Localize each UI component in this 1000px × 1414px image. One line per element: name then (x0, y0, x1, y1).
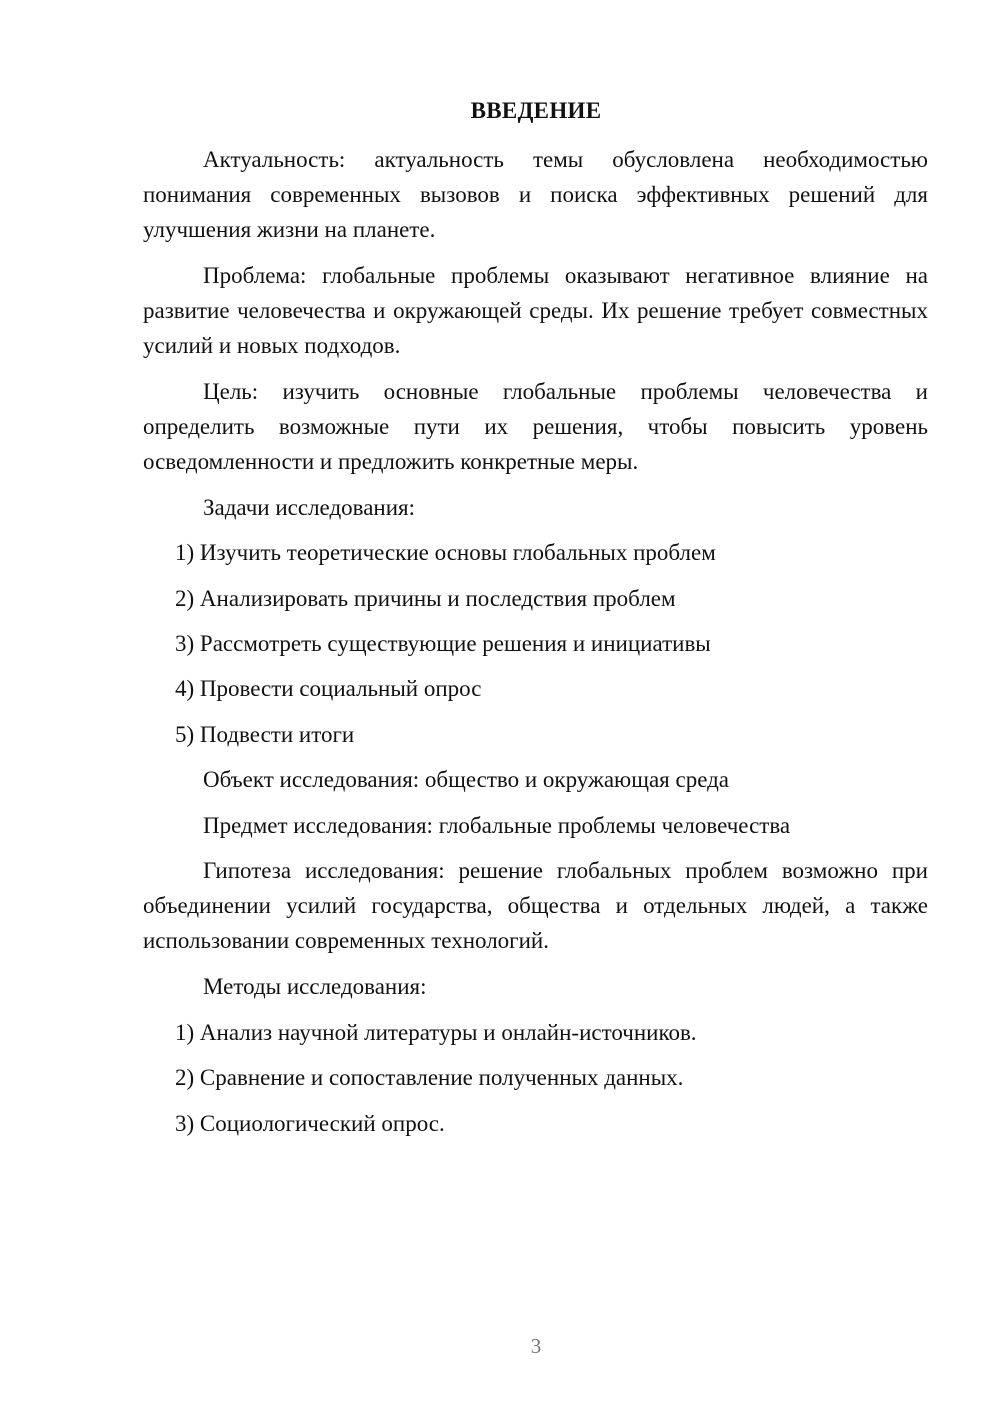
page-number: 3 (530, 1334, 542, 1358)
task-item: 3) Рассмотреть существующие решения и инициативы (175, 631, 711, 656)
object-line: Объект исследования: общество и окружающая среда (203, 767, 730, 792)
subject-line: Предмет исследования: глобальные проблемы человечества (203, 813, 791, 838)
task-item: 5) Подвести итоги (175, 722, 355, 747)
task-item: 2) Анализировать причины и последствия проблем (175, 586, 676, 611)
tasks-title: Задачи исследования: (203, 495, 416, 520)
problem-paragraph: Проблема: глобальные проблемы оказывают негативное влияние на развитие человечества и окружающей среды. Их решение требует совместных усилий и новых подходов. (143, 263, 928, 358)
goal-paragraph: Цель: изучить основные глобальные проблемы человечества и определить возможные пути их решения, чтобы повысить уровень осведомленности и предложить конкретные меры. (143, 379, 928, 474)
relevance-paragraph: Актуальность: актуальность темы обусловлена необходимостью понимания современных вызовов и поиска эффективных решений для улучшения жизни на планете. (143, 147, 928, 242)
method-item: 2) Сравнение и сопоставление полученных данных. (175, 1065, 684, 1090)
method-item: 1) Анализ научной литературы и онлайн-источников. (175, 1020, 697, 1045)
hypothesis-paragraph: Гипотеза исследования: решение глобальных проблем возможно при объединении усилий государства, общества и отдельных людей, а также использовании современных технологий. (143, 858, 928, 953)
methods-title: Методы исследования: (203, 974, 427, 999)
task-item: 1) Изучить теоретические основы глобальных проблем (175, 540, 716, 565)
task-item: 4) Провести социальный опрос (175, 676, 482, 701)
section-heading: ВВЕДЕНИЕ (470, 98, 602, 123)
method-item: 3) Социологический опрос. (175, 1111, 445, 1136)
